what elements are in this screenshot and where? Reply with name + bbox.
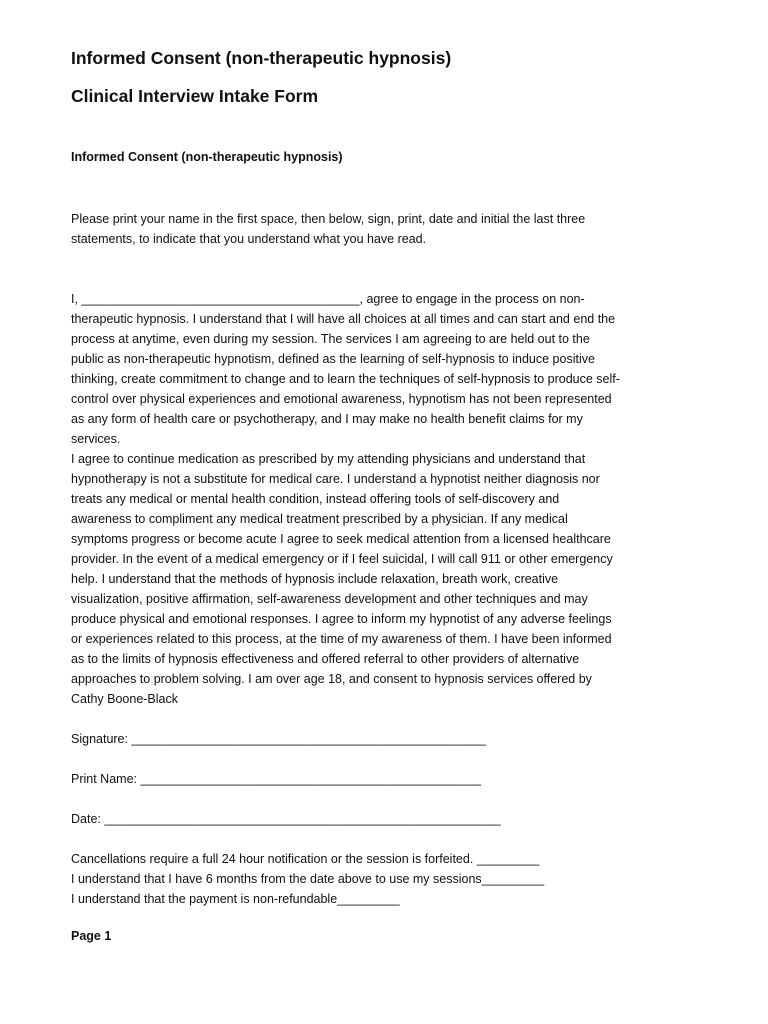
document-title: Informed Consent (non-therapeutic hypnosis) (71, 48, 452, 68)
instructions-text: Please print your name in the first space, then below, sign, print, date and initial the last three statements, to indicate that you understand what you have read. (71, 212, 586, 246)
consent-body (71, 289, 623, 709)
page-number: Page 1 (71, 929, 112, 943)
consent-paragraph-1: I, ________________________________________, agree to engage in the process on non-therapeutic hypnosis. I understand that I will have all choices at all times and can start and end the process at anytime, even during my session. The services I am agreeing to are held out to the public as non-therapeutic hypnotism, defined as the learning of self-hypnosis to induce positive thinking, create commitment to change and to learn the techniques of self-hypnosis to produce self-control over physical experiences and emotional awareness, hypnotism has not been represented as any form of health care or psychotherapy, and I may make no health benefit claims for my services. (71, 292, 620, 446)
initial-statements (71, 849, 544, 909)
six-months-statement: I understand that I have 6 months from the date above to use my sessions_________ (71, 872, 545, 886)
non-refundable-statement: I understand that the payment is non-refundable_________ (71, 892, 400, 906)
cancellation-statement: Cancellations require a full 24 hour notification or the session is forfeited. _________ (71, 852, 540, 866)
print-name-field: Print Name: _________________________________________________ (71, 772, 482, 786)
signature-field: Signature: ___________________________________________________ (71, 732, 487, 746)
consent-paragraph-2: I agree to continue medication as prescribed by my attending physicians and understand that hypnotherapy is not a substitute for medical care. I understand a hypnotist neither diagnosis nor treats any medical or mental health condition, instead offering tools of self-discovery and awareness to compliment any medical treatment prescribed by a physician. If any medical symptoms progress or become acute I agree to seek medical attention from a licensed healthcare provider. In the event of a medical emergency or if I feel suicidal, I will call 911 or other emergency help. I understand that the methods of hypnosis include relaxation, breath work, creative visualization, positive affirmation, self-awareness development and other techniques and may produce physical and emotional responses. I agree to inform my hypnotist of any adverse feelings or experiences related to this process, at the time of my awareness of them. I have been informed as to the limits of hypnosis effectiveness and offered referral to other providers of alternative approaches to problem solving. I am over age 18, and consent to hypnosis services offered by Cathy Boone-Black (71, 452, 613, 706)
date-field: Date: _________________________________________________________ (71, 812, 501, 826)
section-heading: Informed Consent (non-therapeutic hypnosis) (71, 150, 343, 164)
document-subtitle: Clinical Interview Intake Form (71, 86, 319, 106)
